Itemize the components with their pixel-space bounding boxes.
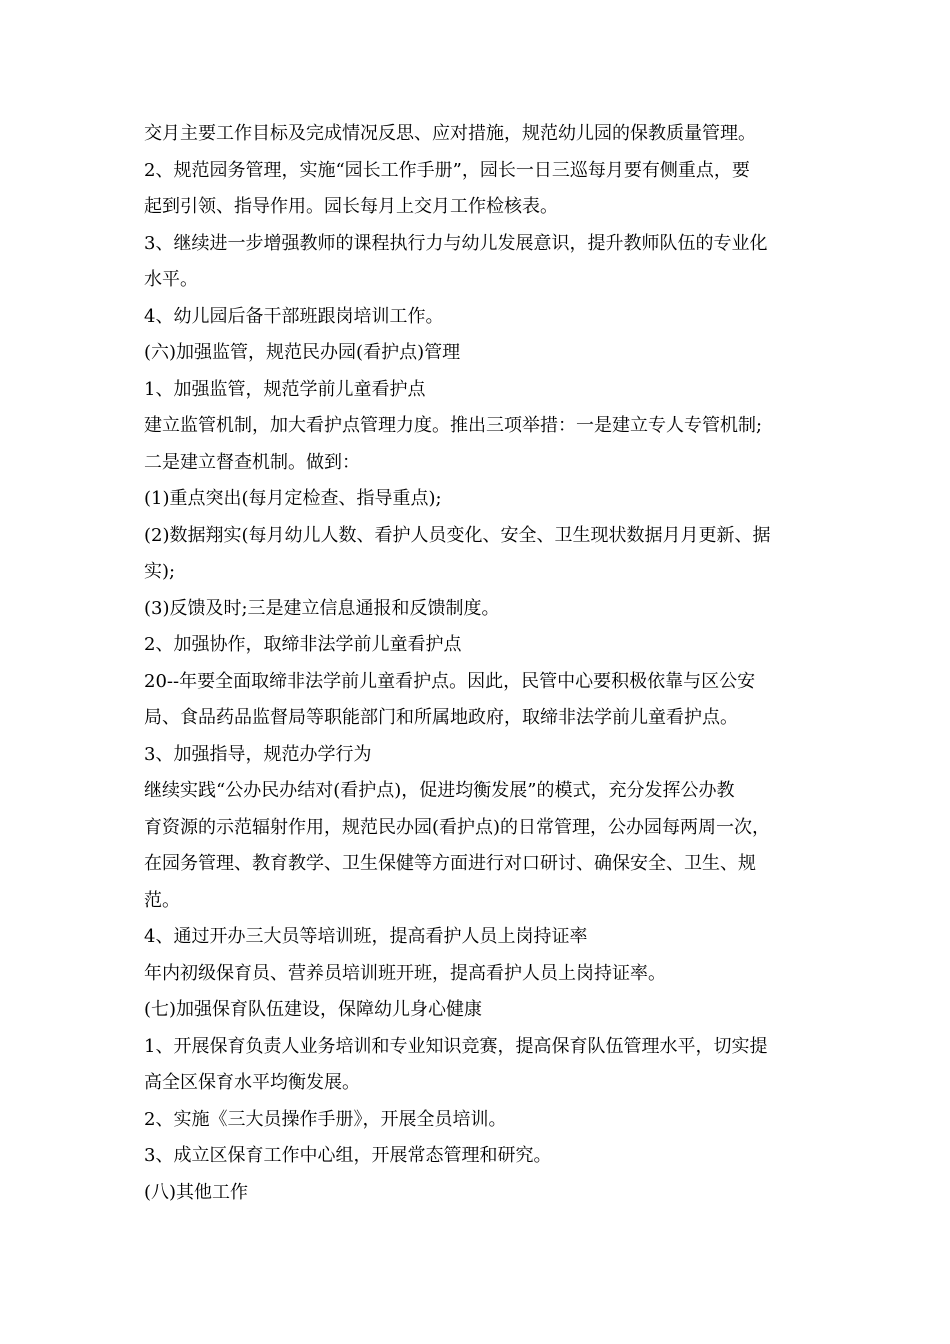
section-heading: (七)加强保育队伍建设，保障幼儿身心健康 [144, 999, 483, 1020]
text-line: 范。 [144, 889, 180, 911]
text-line: 2、规范园务管理，实施“园长工作手册”，园长一日三巡每月要有侧重点，要 [144, 159, 750, 181]
section-heading: (六)加强监管，规范民办园(看护点)管理 [144, 342, 461, 363]
text-line: 3、继续进一步增强教师的课程执行力与幼儿发展意识，提升教师队伍的专业化 [144, 232, 768, 254]
text-line: 水平。 [144, 269, 198, 290]
text-line: 高全区保育水平均衡发展。 [144, 1072, 360, 1093]
text-line: 育资源的示范辐射作用，规范民办园(看护点)的日常管理，公办园每两周一次， [144, 816, 771, 838]
text-line: (1)重点突出(每月定检查、指导重点); [144, 488, 442, 509]
text-line: 继续实践“公办民办结对(看护点)，促进均衡发展”的模式，充分发挥公办教 [144, 780, 735, 801]
text-line: 实); [144, 561, 176, 582]
document-body [144, 116, 816, 1211]
text-line: 局、食品药品监督局等职能部门和所属地政府，取缔非法学前儿童看护点。 [144, 707, 738, 728]
text-line: 1、加强监管，规范学前儿童看护点 [144, 378, 426, 400]
text-line: 二是建立督查机制。做到： [144, 451, 360, 473]
text-line: 4、通过开办三大员等培训班，提高看护人员上岗持证率 [144, 926, 588, 947]
text-line: 起到引领、指导作用。园长每月上交月工作检核表。 [144, 196, 558, 217]
text-line: 2、加强协作，取缔非法学前儿童看护点 [144, 634, 462, 655]
section-heading: (八)其他工作 [144, 1181, 249, 1203]
text-line: 2、实施《三大员操作手册》，开展全员培训。 [144, 1108, 507, 1130]
text-line: 20--年要全面取缔非法学前儿童看护点。因此，民管中心要积极依靠与区公安 [144, 670, 756, 692]
text-line: (2)数据翔实(每月幼儿人数、看护人员变化、安全、卫生现状数据月月更新、据 [144, 524, 771, 546]
text-line: 1、开展保育负责人业务培训和专业知识竞赛，提高保育队伍管理水平，切实提 [144, 1035, 768, 1057]
text-line: 年内初级保育员、营养员培训班开班，提高看护人员上岗持证率。 [144, 962, 666, 984]
text-line: 4、幼儿园后备干部班跟岗培训工作。 [144, 305, 444, 327]
text-line: 3、成立区保育工作中心组，开展常态管理和研究。 [144, 1145, 552, 1166]
text-line: 3、加强指导，规范办学行为 [144, 743, 372, 765]
text-line: 交月主要工作目标及完成情况反思、应对措施，规范幼儿园的保教质量管理。 [144, 123, 756, 144]
text-line: 建立监管机制，加大看护点管理力度。推出三项举措：一是建立专人专管机制; [144, 415, 763, 436]
text-line: (3)反馈及时;三是建立信息通报和反馈制度。 [144, 597, 500, 619]
text-line: 在园务管理、教育教学、卫生保健等方面进行对口研讨、确保安全、卫生、规 [144, 853, 756, 874]
